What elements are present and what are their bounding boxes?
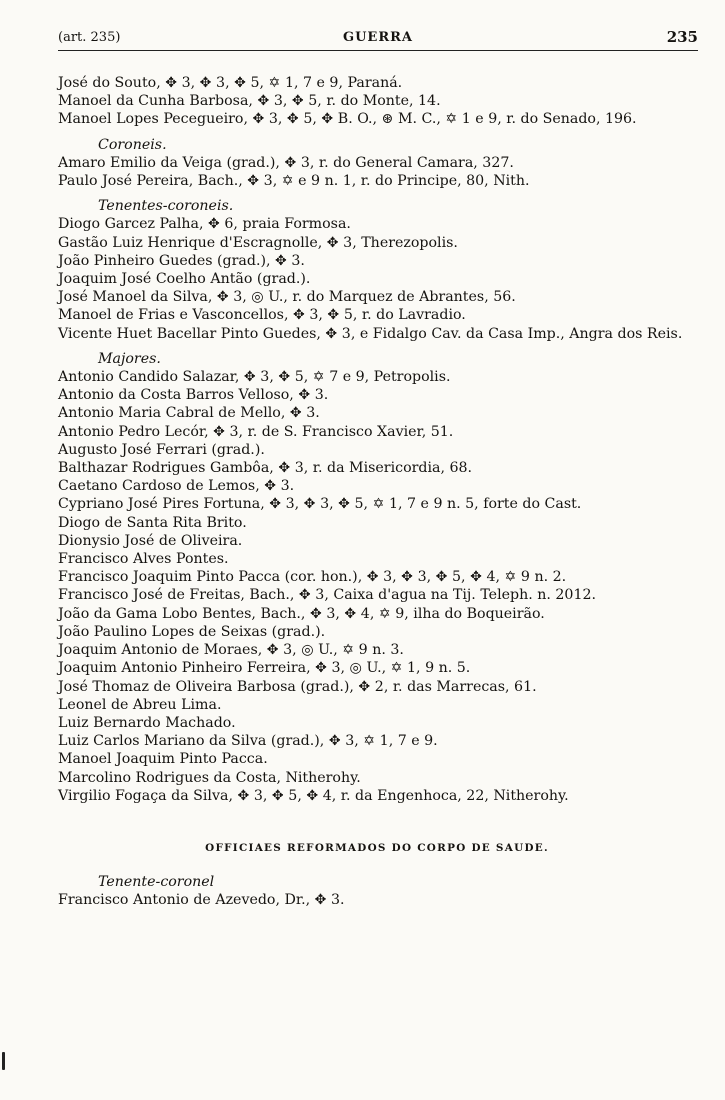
list-entry: Antonio Maria Cabral de Mello, ✥ 3. (58, 405, 320, 422)
list-entry: Antonio da Costa Barros Velloso, ✥ 3. (58, 387, 329, 404)
section-majores (58, 350, 696, 805)
list-entry: João da Gama Lobo Bentes, Bach., ✥ 3, ✥ 4, ✡ 9, ilha do Boqueirão. (58, 605, 545, 622)
list-entry: Francisco Antonio de Azevedo, Dr., ✥ 3. (58, 892, 345, 909)
list-entry: Francisco Joaquim Pinto Pacca (cor. hon.), ✥ 3, ✥ 3, ✥ 5, ✥ 4, ✡ 9 n. 2. (58, 569, 567, 586)
list-entry: Vicente Huet Bacellar Pinto Guedes, ✥ 3, e Fidalgo Cav. da Casa Imp., Angra dos Reis. (58, 325, 683, 342)
list-entry: Manoel Lopes Pecegueiro, ✥ 3, ✥ 5, ✥ B. O., ⊛ M. C., ✡ 1 e 9, r. do Senado, 196. (58, 111, 637, 128)
list-entry: Luiz Bernardo Machado. (58, 714, 236, 731)
article-reference: (art. 235) (58, 30, 121, 45)
section-heading: Coroneis. (98, 136, 167, 153)
list-entry: João Paulino Lopes de Seixas (grad.). (58, 623, 326, 640)
list-entry: Dionysio José de Oliveira. (58, 532, 243, 549)
section-title-reformados: OFFICIAES REFORMADOS DO CORPO DE SAUDE. (205, 841, 549, 854)
section-heading: Tenente-coronel (98, 874, 215, 891)
list-entry: Gastão Luiz Henrique d'Escragnolle, ✥ 3, Therezopolis. (58, 234, 458, 251)
page-header (58, 28, 698, 51)
list-entry: Antonio Pedro Lecór, ✥ 3, r. de S. Francisco Xavier, 51. (58, 423, 454, 440)
list-entry: Leonel de Abreu Lima. (58, 696, 222, 713)
page-body (58, 74, 696, 910)
list-entry: Joaquim Antonio de Moraes, ✥ 3, ◎ U., ✡ 9 n. 3. (58, 642, 404, 659)
list-entry: Francisco José de Freitas, Bach., ✥ 3, Caixa d'agua na Tij. Teleph. n. 2012. (58, 587, 597, 604)
running-title: GUERRA (342, 30, 414, 45)
list-entry: Manoel da Cunha Barbosa, ✥ 3, ✥ 5, r. do Monte, 14. (58, 93, 441, 110)
list-entry: Cypriano José Pires Fortuna, ✥ 3, ✥ 3, ✥ 5, ✡ 1, 7 e 9 n. 5, forte do Cast. (58, 496, 582, 513)
list-entry: Joaquim José Coelho Antão (grad.). (58, 271, 311, 288)
list-entry: Diogo de Santa Rita Brito. (58, 514, 247, 531)
list-entry: Francisco Alves Pontes. (58, 551, 229, 568)
list-entry: Joaquim Antonio Pinheiro Ferreira, ✥ 3, ◎ U., ✡ 1, 9 n. 5. (58, 660, 471, 677)
list-entry: Marcolino Rodrigues da Costa, Nitherohy. (58, 769, 361, 786)
page-number: 235 (666, 28, 698, 46)
list-entry: Balthazar Rodrigues Gambôa, ✥ 3, r. da Misericordia, 68. (58, 460, 473, 477)
list-entry: João Pinheiro Guedes (grad.), ✥ 3. (58, 252, 305, 269)
section-coroneis (58, 136, 696, 191)
section-heading: Majores. (98, 350, 161, 367)
list-entry: Luiz Carlos Mariano da Silva (grad.), ✥ 3, ✡ 1, 7 e 9. (58, 733, 438, 750)
margin-mark (2, 1052, 5, 1070)
list-entry: José do Souto, ✥ 3, ✥ 3, ✥ 5, ✡ 1, 7 e 9, Paraná. (58, 75, 403, 91)
list-entry: Antonio Candido Salazar, ✥ 3, ✥ 5, ✡ 7 e 9, Petropolis. (58, 369, 451, 386)
list-entry: Virgilio Fogaça da Silva, ✥ 3, ✥ 5, ✥ 4, r. da Engenhoca, 22, Nitherohy. (58, 787, 569, 804)
list-entry: Manoel Joaquim Pinto Pacca. (58, 751, 268, 768)
list-entry: Amaro Emilio da Veiga (grad.), ✥ 3, r. do General Camara, 327. (58, 154, 514, 171)
section-reformados (58, 873, 696, 909)
list-entry: Manoel de Frias e Vasconcellos, ✥ 3, ✥ 5, r. do Lavradio. (58, 307, 466, 324)
list-entry: José Thomaz de Oliveira Barbosa (grad.), ✥ 2, r. das Marrecas, 61. (58, 678, 537, 695)
section-heading: Tenentes-coroneis. (98, 198, 234, 215)
list-entry: Caetano Cardoso de Lemos, ✥ 3. (58, 478, 295, 495)
list-entry: Augusto José Ferrari (grad.). (58, 441, 265, 458)
list-entry: Diogo Garcez Palha, ✥ 6, praia Formosa. (58, 216, 351, 233)
section-tenentes-coroneis (58, 197, 696, 343)
list-entry: José Manoel da Silva, ✥ 3, ◎ U., r. do Marquez de Abrantes, 56. (58, 289, 516, 306)
list-entry: Paulo José Pereira, Bach., ✥ 3, ✡ e 9 n. 1, r. do Principe, 80, Nith. (58, 173, 530, 190)
section-continuation (58, 74, 696, 129)
